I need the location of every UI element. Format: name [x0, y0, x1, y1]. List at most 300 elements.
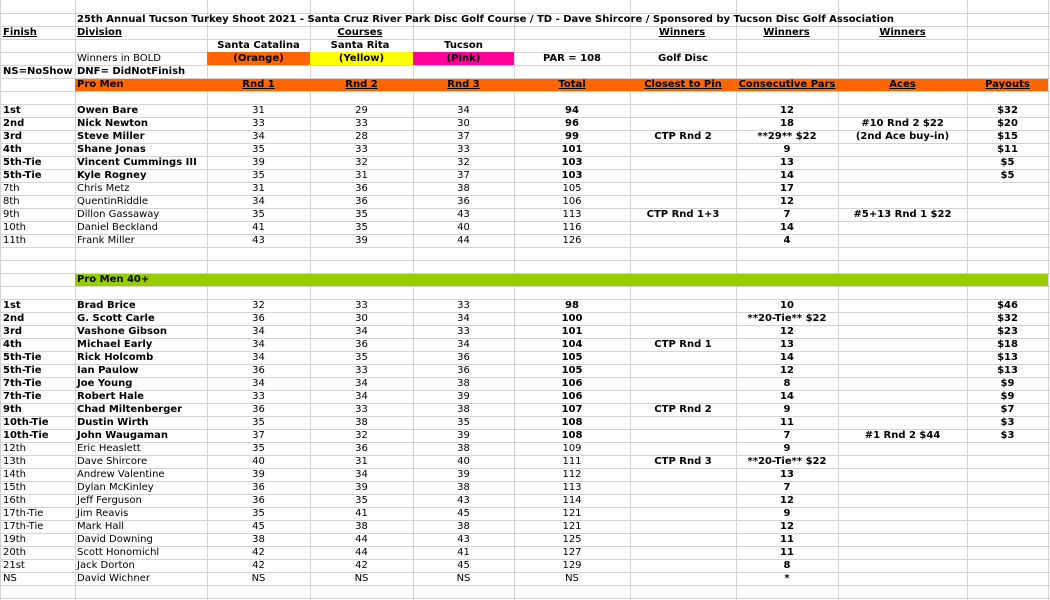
- rnd1-score-cell[interactable]: 40: [252, 456, 265, 467]
- finish-cell[interactable]: 5th-Tie: [3, 170, 42, 181]
- rnd1-score-cell[interactable]: 36: [252, 313, 265, 324]
- aces-cell[interactable]: [838, 156, 967, 169]
- rnd1-score-cell[interactable]: 34: [252, 131, 265, 142]
- closest-to-pin-cell[interactable]: [630, 494, 736, 507]
- consecutive-pars-cell[interactable]: 13: [780, 157, 794, 168]
- total-score-cell[interactable]: 105: [561, 352, 583, 363]
- payout-cell[interactable]: $11: [997, 144, 1018, 155]
- rnd3-score-cell[interactable]: 38: [457, 521, 470, 532]
- consecutive-pars-cell[interactable]: 11: [780, 534, 794, 545]
- closest-to-pin-cell[interactable]: [630, 221, 736, 234]
- rnd3-score-cell[interactable]: 38: [457, 482, 470, 493]
- header-finish[interactable]: Finish: [3, 27, 37, 38]
- payout-cell[interactable]: $5: [1000, 157, 1015, 168]
- aces-cell[interactable]: [838, 468, 967, 481]
- closest-to-pin-cell[interactable]: [630, 429, 736, 442]
- total-score-cell[interactable]: 116: [562, 222, 582, 233]
- finish-cell[interactable]: NS: [3, 573, 17, 584]
- rnd2-score-cell[interactable]: 34: [355, 391, 368, 402]
- rnd2-score-cell[interactable]: 39: [355, 235, 368, 246]
- payout-cell[interactable]: [967, 468, 1048, 481]
- player-name-cell[interactable]: Dylan McKinley: [77, 482, 154, 493]
- rnd1-score-cell[interactable]: 37: [252, 430, 265, 441]
- finish-cell[interactable]: 13th: [3, 456, 26, 467]
- player-name-cell[interactable]: Eric Heaslett: [77, 443, 141, 454]
- finish-cell[interactable]: 7th-Tie: [3, 378, 42, 389]
- rnd2-score-cell[interactable]: 36: [355, 183, 368, 194]
- player-name-cell[interactable]: Vincent Cummings III: [77, 157, 197, 168]
- player-name-cell[interactable]: Brad Brice: [77, 300, 136, 311]
- rnd3-score-cell[interactable]: 39: [457, 391, 470, 402]
- rnd1-score-cell[interactable]: 36: [252, 482, 265, 493]
- total-score-cell[interactable]: 121: [562, 521, 582, 532]
- payout-cell[interactable]: [967, 533, 1048, 546]
- par-label[interactable]: PAR = 108: [542, 53, 602, 64]
- payout-cell[interactable]: $18: [997, 339, 1018, 350]
- total-score-cell[interactable]: 111: [562, 456, 582, 467]
- closest-to-pin-cell[interactable]: [630, 520, 736, 533]
- rnd3-score-cell[interactable]: 33: [457, 144, 470, 155]
- finish-cell[interactable]: 3rd: [3, 131, 23, 142]
- finish-cell[interactable]: 19th: [3, 534, 26, 545]
- finish-cell[interactable]: 9th: [3, 209, 20, 220]
- player-name-cell[interactable]: Dustin Wirth: [77, 417, 149, 428]
- rnd2-score-cell[interactable]: 35: [355, 352, 368, 363]
- aces-cell[interactable]: [838, 442, 967, 455]
- closest-to-pin-cell[interactable]: [630, 104, 736, 117]
- finish-cell[interactable]: 7th: [3, 183, 20, 194]
- consecutive-pars-cell[interactable]: 9: [783, 508, 791, 519]
- aces-cell[interactable]: [838, 351, 967, 364]
- total-score-cell[interactable]: 105: [561, 365, 583, 376]
- consecutive-pars-cell[interactable]: *: [784, 573, 790, 584]
- finish-cell[interactable]: 8th: [3, 196, 20, 207]
- consecutive-pars-cell[interactable]: 12: [780, 105, 794, 116]
- player-name-cell[interactable]: Jim Reavis: [77, 508, 129, 519]
- closest-to-pin-cell[interactable]: [630, 416, 736, 429]
- player-name-cell[interactable]: Jeff Ferguson: [77, 495, 142, 506]
- consecutive-pars-cell[interactable]: **20-Tie** $22: [747, 456, 827, 467]
- payout-cell[interactable]: [967, 520, 1048, 533]
- rnd2-score-cell[interactable]: 31: [355, 456, 368, 467]
- total-score-cell[interactable]: 113: [562, 482, 582, 493]
- rnd1-score-cell[interactable]: 39: [252, 157, 265, 168]
- rnd3-score-cell[interactable]: 38: [457, 404, 470, 415]
- player-name-cell[interactable]: John Waugaman: [77, 430, 169, 441]
- payout-cell[interactable]: [967, 442, 1048, 455]
- rnd3-score-cell[interactable]: 45: [457, 508, 470, 519]
- payout-cell[interactable]: $15: [997, 131, 1018, 142]
- rnd1-score-cell[interactable]: 34: [252, 196, 265, 207]
- closest-to-pin-cell[interactable]: [630, 364, 736, 377]
- rnd2-score-cell[interactable]: 28: [355, 131, 368, 142]
- total-score-cell[interactable]: 108: [561, 430, 583, 441]
- finish-cell[interactable]: 12th: [3, 443, 26, 454]
- total-score-cell[interactable]: 100: [561, 313, 583, 324]
- consecutive-pars-cell[interactable]: 7: [783, 482, 791, 493]
- consecutive-pars-cell[interactable]: 12: [780, 365, 794, 376]
- rnd3-score-cell[interactable]: 43: [457, 534, 470, 545]
- rnd1-score-cell[interactable]: 35: [252, 443, 265, 454]
- player-name-cell[interactable]: Jack Dorton: [77, 560, 135, 571]
- rnd1-score-cell[interactable]: 34: [252, 378, 265, 389]
- total-score-cell[interactable]: 109: [562, 443, 582, 454]
- payout-cell[interactable]: $13: [997, 365, 1018, 376]
- header-winners-2[interactable]: Winners: [763, 27, 810, 38]
- rnd1-score-cell[interactable]: 36: [252, 365, 265, 376]
- rnd1-score-cell[interactable]: 42: [252, 547, 265, 558]
- total-score-cell[interactable]: 103: [561, 157, 583, 168]
- rnd2-score-cell[interactable]: 34: [355, 326, 368, 337]
- rnd3-score-cell[interactable]: 43: [457, 495, 470, 506]
- player-name-cell[interactable]: Nick Newton: [77, 118, 149, 129]
- finish-cell[interactable]: 15th: [3, 482, 26, 493]
- rnd2-score-cell[interactable]: 44: [355, 547, 368, 558]
- finish-cell[interactable]: 17th-Tie: [3, 521, 44, 532]
- finish-cell[interactable]: 14th: [3, 469, 26, 480]
- rnd3-score-cell[interactable]: 33: [457, 326, 470, 337]
- finish-cell[interactable]: 1st: [3, 300, 21, 311]
- closest-to-pin-cell[interactable]: [630, 559, 736, 572]
- rnd3-score-cell[interactable]: 44: [457, 235, 470, 246]
- aces-cell[interactable]: [838, 533, 967, 546]
- payout-cell[interactable]: $32: [997, 105, 1018, 116]
- player-name-cell[interactable]: G. Scott Carle: [77, 313, 155, 324]
- consecutive-pars-cell[interactable]: 12: [780, 326, 794, 337]
- rnd1-score-cell[interactable]: 33: [252, 391, 265, 402]
- total-score-cell[interactable]: 125: [562, 534, 582, 545]
- player-name-cell[interactable]: Michael Early: [77, 339, 153, 350]
- closest-to-pin-cell[interactable]: [630, 299, 736, 312]
- consecutive-pars-cell[interactable]: 10: [780, 300, 794, 311]
- aces-cell[interactable]: [838, 390, 967, 403]
- rnd1-score-cell[interactable]: 35: [252, 417, 265, 428]
- course-pink-label[interactable]: (Pink): [413, 52, 514, 65]
- rnd2-score-cell[interactable]: 33: [355, 300, 368, 311]
- closest-to-pin-cell[interactable]: [630, 442, 736, 455]
- total-score-cell[interactable]: 121: [562, 508, 582, 519]
- rnd1-score-cell[interactable]: 32: [252, 300, 265, 311]
- rnd2-score-cell[interactable]: 38: [355, 521, 368, 532]
- rnd1-score-cell[interactable]: 42: [252, 560, 265, 571]
- header-winners-1[interactable]: Winners: [658, 27, 706, 38]
- col-closest-to-pin-header[interactable]: Closest to Pin: [644, 79, 722, 90]
- closest-to-pin-cell[interactable]: [630, 533, 736, 546]
- payout-cell[interactable]: $46: [997, 300, 1018, 311]
- consecutive-pars-cell[interactable]: 14: [780, 170, 794, 181]
- consecutive-pars-cell[interactable]: 11: [780, 417, 794, 428]
- closest-to-pin-cell[interactable]: CTP Rnd 1: [654, 339, 712, 350]
- division-name-pro-men-40[interactable]: Pro Men 40+: [77, 274, 150, 285]
- course-santa-rita-name[interactable]: Santa Rita: [330, 40, 390, 51]
- payout-cell[interactable]: $23: [997, 326, 1018, 337]
- rnd3-score-cell[interactable]: 30: [457, 118, 470, 129]
- rnd3-score-cell[interactable]: 38: [457, 378, 470, 389]
- finish-cell[interactable]: 17th-Tie: [3, 508, 44, 519]
- player-name-cell[interactable]: Daniel Beckland: [77, 222, 158, 233]
- payout-cell[interactable]: [967, 572, 1048, 585]
- payout-cell[interactable]: [967, 234, 1048, 247]
- total-score-cell[interactable]: 112: [562, 469, 582, 480]
- aces-cell[interactable]: [838, 416, 967, 429]
- aces-cell[interactable]: [838, 234, 967, 247]
- closest-to-pin-cell[interactable]: [630, 507, 736, 520]
- player-name-cell[interactable]: Rick Holcomb: [77, 352, 154, 363]
- rnd2-score-cell[interactable]: 29: [355, 105, 368, 116]
- rnd3-score-cell[interactable]: NS: [456, 573, 471, 584]
- aces-cell[interactable]: [838, 104, 967, 117]
- player-name-cell[interactable]: QuentinRiddle: [77, 196, 149, 207]
- total-score-cell[interactable]: 108: [561, 417, 583, 428]
- total-score-cell[interactable]: 105: [562, 183, 582, 194]
- rnd1-score-cell[interactable]: 36: [252, 404, 265, 415]
- aces-cell[interactable]: [838, 182, 967, 195]
- closest-to-pin-cell[interactable]: [630, 117, 736, 130]
- rnd2-score-cell[interactable]: 34: [355, 469, 368, 480]
- payout-cell[interactable]: $32: [997, 313, 1018, 324]
- consecutive-pars-cell[interactable]: 7: [783, 430, 791, 441]
- rnd1-score-cell[interactable]: 41: [252, 222, 265, 233]
- payout-cell[interactable]: [967, 195, 1048, 208]
- player-name-cell[interactable]: Owen Bare: [77, 105, 139, 116]
- rnd1-score-cell[interactable]: 34: [252, 339, 265, 350]
- consecutive-pars-cell[interactable]: 14: [780, 391, 794, 402]
- payout-cell[interactable]: $13: [997, 352, 1018, 363]
- dnf-note[interactable]: DNF= DidNotFinish: [77, 66, 186, 77]
- consecutive-pars-cell[interactable]: 14: [780, 352, 794, 363]
- finish-cell[interactable]: 21st: [3, 560, 25, 571]
- payout-cell[interactable]: [967, 546, 1048, 559]
- aces-cell[interactable]: [838, 143, 967, 156]
- closest-to-pin-cell[interactable]: CTP Rnd 2: [654, 131, 712, 142]
- rnd3-score-cell[interactable]: 41: [457, 547, 470, 558]
- total-score-cell[interactable]: 103: [561, 170, 583, 181]
- finish-cell[interactable]: 4th: [3, 144, 22, 155]
- consecutive-pars-cell[interactable]: 13: [780, 339, 794, 350]
- consecutive-pars-cell[interactable]: 12: [780, 495, 794, 506]
- finish-cell[interactable]: 11th: [3, 235, 26, 246]
- player-name-cell[interactable]: Mark Hall: [77, 521, 125, 532]
- aces-cell[interactable]: [838, 364, 967, 377]
- finish-cell[interactable]: 2nd: [3, 118, 25, 129]
- rnd3-score-cell[interactable]: 34: [457, 105, 470, 116]
- player-name-cell[interactable]: David Downing: [77, 534, 153, 545]
- rnd1-score-cell[interactable]: 45: [252, 521, 265, 532]
- rnd1-score-cell[interactable]: 35: [252, 209, 265, 220]
- rnd3-score-cell[interactable]: 38: [457, 183, 470, 194]
- finish-cell[interactable]: 3rd: [3, 326, 23, 337]
- aces-cell[interactable]: [838, 455, 967, 468]
- payout-cell[interactable]: [967, 559, 1048, 572]
- rnd1-score-cell[interactable]: 33: [252, 118, 265, 129]
- aces-cell[interactable]: [838, 559, 967, 572]
- col-payouts-header[interactable]: Payouts: [985, 79, 1030, 90]
- payout-cell[interactable]: $3: [1000, 430, 1015, 441]
- rnd3-score-cell[interactable]: 45: [457, 560, 470, 571]
- rnd2-score-cell[interactable]: 36: [355, 339, 368, 350]
- rnd2-score-cell[interactable]: 35: [355, 222, 368, 233]
- rnd3-score-cell[interactable]: 35: [457, 417, 470, 428]
- total-score-cell[interactable]: 98: [565, 300, 579, 311]
- rnd3-score-cell[interactable]: 40: [457, 222, 470, 233]
- total-score-cell[interactable]: 101: [561, 326, 583, 337]
- col-rnd2-header[interactable]: Rnd 2: [345, 79, 378, 90]
- total-score-cell[interactable]: 129: [562, 560, 582, 571]
- aces-cell[interactable]: #5+13 Rnd 1 $22: [853, 209, 952, 220]
- aces-cell[interactable]: [838, 221, 967, 234]
- finish-cell[interactable]: 7th-Tie: [3, 391, 42, 402]
- rnd2-score-cell[interactable]: 32: [355, 430, 368, 441]
- finish-cell[interactable]: 9th: [3, 404, 22, 415]
- aces-cell[interactable]: [838, 299, 967, 312]
- rnd1-score-cell[interactable]: 38: [252, 534, 265, 545]
- aces-cell[interactable]: (2nd Ace buy-in): [855, 131, 950, 142]
- rnd3-score-cell[interactable]: 40: [457, 456, 470, 467]
- rnd2-score-cell[interactable]: 33: [355, 404, 368, 415]
- rnd2-score-cell[interactable]: 39: [355, 482, 368, 493]
- consecutive-pars-cell[interactable]: 9: [783, 404, 791, 415]
- rnd2-score-cell[interactable]: 32: [355, 157, 368, 168]
- closest-to-pin-cell[interactable]: [630, 572, 736, 585]
- player-name-cell[interactable]: Scott Honomichl: [77, 547, 160, 558]
- closest-to-pin-cell[interactable]: [630, 156, 736, 169]
- rnd1-score-cell[interactable]: 34: [252, 326, 265, 337]
- aces-cell[interactable]: [838, 507, 967, 520]
- closest-to-pin-cell[interactable]: [630, 312, 736, 325]
- closest-to-pin-cell[interactable]: [630, 546, 736, 559]
- player-name-cell[interactable]: Dillon Gassaway: [77, 209, 160, 220]
- rnd2-score-cell[interactable]: 41: [355, 508, 368, 519]
- rnd2-score-cell[interactable]: 35: [355, 209, 368, 220]
- payout-cell[interactable]: [967, 208, 1048, 221]
- course-yellow-label[interactable]: (Yellow): [310, 52, 413, 65]
- aces-cell[interactable]: [838, 546, 967, 559]
- rnd1-score-cell[interactable]: 35: [252, 508, 265, 519]
- course-orange-label[interactable]: (Orange): [207, 52, 310, 65]
- rnd1-score-cell[interactable]: 35: [252, 170, 265, 181]
- rnd3-score-cell[interactable]: 39: [457, 430, 470, 441]
- finish-cell[interactable]: 5th-Tie: [3, 365, 42, 376]
- total-score-cell[interactable]: 96: [565, 118, 579, 129]
- rnd2-score-cell[interactable]: 42: [355, 560, 368, 571]
- payout-cell[interactable]: [967, 507, 1048, 520]
- closest-to-pin-cell[interactable]: [630, 390, 736, 403]
- rnd2-score-cell[interactable]: 31: [355, 170, 368, 181]
- player-name-cell[interactable]: Steve Miller: [77, 131, 145, 142]
- rnd2-score-cell[interactable]: 38: [355, 417, 368, 428]
- col-aces-header[interactable]: Aces: [889, 79, 916, 90]
- header-courses[interactable]: Courses: [337, 27, 383, 38]
- consecutive-pars-cell[interactable]: **29** $22: [757, 131, 817, 142]
- payout-cell[interactable]: $20: [997, 118, 1018, 129]
- rnd2-score-cell[interactable]: NS: [354, 573, 369, 584]
- rnd1-score-cell[interactable]: 43: [252, 235, 265, 246]
- aces-cell[interactable]: [838, 169, 967, 182]
- total-score-cell[interactable]: NS: [565, 573, 579, 584]
- rnd3-score-cell[interactable]: 37: [457, 131, 470, 142]
- total-score-cell[interactable]: 106: [561, 391, 583, 402]
- course-tucson-name[interactable]: Tucson: [444, 40, 483, 51]
- rnd2-score-cell[interactable]: 36: [355, 196, 368, 207]
- payout-cell[interactable]: $5: [1000, 170, 1015, 181]
- payout-cell[interactable]: [967, 494, 1048, 507]
- consecutive-pars-cell[interactable]: 12: [780, 196, 794, 207]
- payout-cell[interactable]: [967, 481, 1048, 494]
- aces-cell[interactable]: [838, 494, 967, 507]
- aces-cell[interactable]: #1 Rnd 2 $44: [864, 430, 941, 441]
- payout-cell[interactable]: [967, 455, 1048, 468]
- player-name-cell[interactable]: Chris Metz: [77, 183, 130, 194]
- player-name-cell[interactable]: Chad Miltenberger: [77, 404, 183, 415]
- player-name-cell[interactable]: Ian Paulow: [77, 365, 139, 376]
- finish-cell[interactable]: 1st: [3, 105, 21, 116]
- aces-cell[interactable]: [838, 312, 967, 325]
- total-score-cell[interactable]: 94: [565, 105, 579, 116]
- player-name-cell[interactable]: Kyle Rogney: [77, 170, 147, 181]
- payout-cell[interactable]: [967, 221, 1048, 234]
- rnd2-score-cell[interactable]: 34: [355, 378, 368, 389]
- consecutive-pars-cell[interactable]: 11: [780, 547, 794, 558]
- total-score-cell[interactable]: 126: [562, 235, 582, 246]
- closest-to-pin-cell[interactable]: [630, 325, 736, 338]
- aces-cell[interactable]: [838, 195, 967, 208]
- finish-cell[interactable]: 5th-Tie: [3, 157, 42, 168]
- rnd3-score-cell[interactable]: 38: [457, 443, 470, 454]
- total-score-cell[interactable]: 107: [561, 404, 583, 415]
- col-rnd3-header[interactable]: Rnd 3: [447, 79, 480, 90]
- closest-to-pin-cell[interactable]: [630, 377, 736, 390]
- rnd3-score-cell[interactable]: 43: [457, 209, 470, 220]
- rnd1-score-cell[interactable]: 36: [252, 495, 265, 506]
- payout-cell[interactable]: $9: [1000, 391, 1015, 402]
- finish-cell[interactable]: 10th-Tie: [3, 430, 49, 441]
- division-name-pro-men[interactable]: Pro Men: [77, 79, 124, 90]
- player-name-cell[interactable]: Vashone Gibson: [77, 326, 167, 337]
- rnd3-score-cell[interactable]: 36: [457, 352, 470, 363]
- finish-cell[interactable]: 16th: [3, 495, 26, 506]
- col-consecutive-pars-header[interactable]: Consecutive Pars: [738, 79, 836, 90]
- rnd2-score-cell[interactable]: 33: [355, 365, 368, 376]
- consecutive-pars-cell[interactable]: 4: [783, 235, 791, 246]
- total-score-cell[interactable]: 106: [561, 378, 583, 389]
- rnd2-score-cell[interactable]: 33: [355, 118, 368, 129]
- consecutive-pars-cell[interactable]: 14: [780, 222, 794, 233]
- rnd1-score-cell[interactable]: 35: [252, 144, 265, 155]
- aces-cell[interactable]: [838, 325, 967, 338]
- closest-to-pin-cell[interactable]: [630, 169, 736, 182]
- finish-cell[interactable]: 4th: [3, 339, 22, 350]
- total-score-cell[interactable]: 101: [561, 144, 583, 155]
- col-rnd1-header[interactable]: Rnd 1: [242, 79, 275, 90]
- closest-to-pin-cell[interactable]: CTP Rnd 2: [654, 404, 712, 415]
- rnd3-score-cell[interactable]: 37: [457, 170, 470, 181]
- payout-cell[interactable]: $7: [1000, 404, 1015, 415]
- header-winners-3[interactable]: Winners: [879, 27, 926, 38]
- closest-to-pin-cell[interactable]: [630, 468, 736, 481]
- finish-cell[interactable]: 10th-Tie: [3, 417, 49, 428]
- payout-cell[interactable]: $9: [1000, 378, 1015, 389]
- aces-cell[interactable]: [838, 338, 967, 351]
- closest-to-pin-cell[interactable]: [630, 351, 736, 364]
- aces-cell[interactable]: [838, 520, 967, 533]
- ns-noshow-note[interactable]: NS=NoShow: [3, 66, 73, 77]
- consecutive-pars-cell[interactable]: 18: [780, 118, 794, 129]
- rnd2-score-cell[interactable]: 30: [355, 313, 368, 324]
- player-name-cell[interactable]: Robert Hale: [77, 391, 145, 402]
- closest-to-pin-cell[interactable]: [630, 481, 736, 494]
- total-score-cell[interactable]: 113: [562, 209, 582, 220]
- closest-to-pin-cell[interactable]: CTP Rnd 3: [654, 456, 712, 467]
